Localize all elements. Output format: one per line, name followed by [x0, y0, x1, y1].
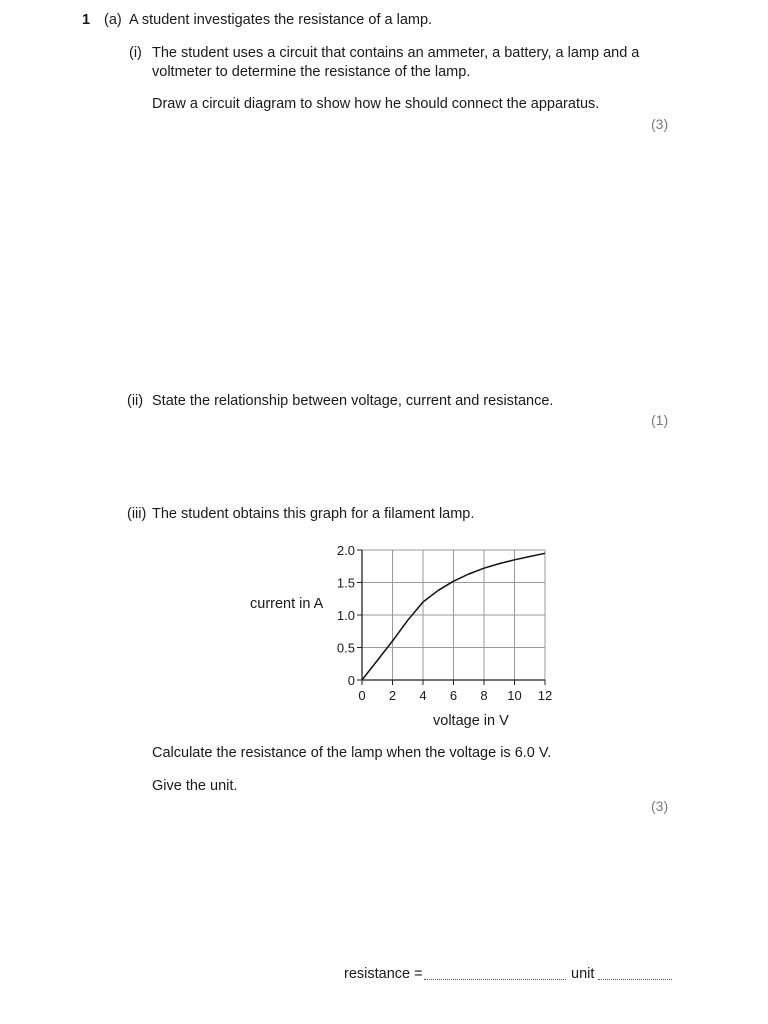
- part-i-line1: The student uses a circuit that contains an ammeter, a battery, a lamp and a: [152, 45, 640, 61]
- x-tick-label: 4: [419, 688, 427, 703]
- part-ii-text: State the relationship between voltage, current and resistance.: [152, 393, 554, 409]
- y-tick-label: 0: [347, 673, 355, 688]
- unit-instruction: Give the unit.: [152, 778, 238, 794]
- x-tick-label: 0: [358, 688, 366, 703]
- part-iii-marks: (3): [651, 798, 669, 814]
- resistance-answer-line[interactable]: [424, 979, 566, 980]
- y-tick-label: 2.0: [336, 543, 355, 558]
- x-axis-label: voltage in V: [433, 713, 509, 729]
- part-ii-marks: (1): [651, 412, 669, 428]
- resistance-label: resistance =: [344, 966, 423, 982]
- part-iii-label: (iii): [127, 506, 147, 522]
- part-iii-text: The student obtains this graph for a filament lamp.: [152, 506, 475, 522]
- y-tick-label: 1.0: [336, 608, 355, 623]
- part-i-line2: voltmeter to determine the resistance of the lamp.: [152, 64, 471, 80]
- y-axis-label: current in A: [250, 596, 324, 612]
- part-i-instruction: Draw a circuit diagram to show how he should connect the apparatus.: [152, 96, 600, 112]
- calc-instruction: Calculate the resistance of the lamp when the voltage is 6.0 V.: [152, 745, 552, 761]
- y-tick-label: 1.5: [336, 575, 355, 591]
- part-a-label: (a): [104, 12, 122, 28]
- part-i-marks: (3): [651, 116, 669, 132]
- part-a-text: A student investigates the resistance of a lamp.: [129, 12, 433, 28]
- unit-label: unit: [571, 966, 595, 982]
- x-tick-label: 8: [480, 688, 488, 703]
- unit-answer-line[interactable]: [598, 979, 672, 980]
- x-tick-label: 2: [388, 688, 397, 703]
- x-tick-label: 6: [449, 688, 458, 703]
- x-tick-label: 10: [507, 688, 522, 703]
- question-number: 1: [82, 12, 91, 28]
- part-ii-label: (ii): [127, 393, 144, 409]
- y-tick-label: 0.5: [336, 640, 355, 656]
- x-tick-label: 12: [537, 688, 553, 703]
- part-i-label: (i): [129, 45, 142, 61]
